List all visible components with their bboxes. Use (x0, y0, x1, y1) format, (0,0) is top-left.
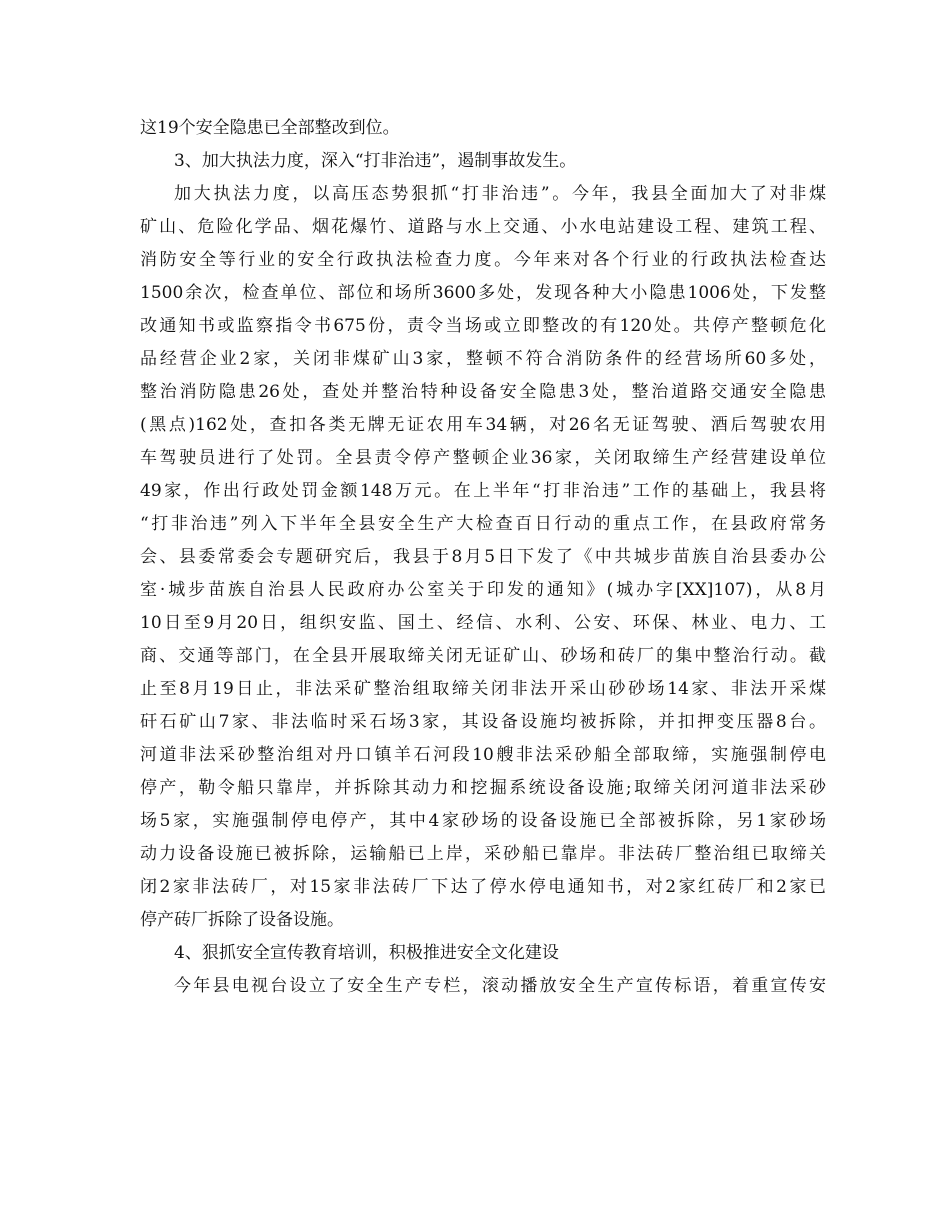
text-line: 车驾驶员进行了处罚。全县责令停产整顿企业36家，关闭取缔生产经营建设单位 (140, 448, 826, 468)
text-line: 停产砖厂拆除了设备设施。 (140, 910, 344, 930)
text-line: 改通知书或监察指令书675份，责令当场或立即整改的有120处。共停产整顿危化 (140, 316, 826, 336)
text-line: 动力设备设施已被拆除，运输船已上岸，采砂船已靠岸。非法砖厂整治组已取缔关 (140, 844, 826, 864)
text-line: 闭2家非法砖厂，对15家非法砖厂下达了停水停电通知书，对2家红砖厂和2家已 (140, 877, 826, 897)
text-line: 3、加大执法力度，深入“打非治违”，遏制事故发生。 (174, 151, 577, 171)
text-line: 商、交通等部门，在全县开展取缔关闭无证矿山、砂场和砖厂的集中整治行动。截 (140, 646, 826, 666)
text-line: 整治消防隐患26处，查处并整治特种设备安全隐患3处，整治道路交通安全隐患 (140, 382, 826, 402)
text-line: 品经营企业2家，关闭非煤矿山3家，整顿不符合消防条件的经营场所60多处， (140, 349, 826, 369)
text-line: 河道非法采砂整治组对丹口镇羊石河段10艘非法采砂船全部取缔，实施强制停电 (140, 745, 826, 765)
text-line: 1500余次，检查单位、部位和场所3600多处，发现各种大小隐患1006处，下发整 (140, 283, 826, 303)
text-line: 加大执法力度，以高压态势狠抓“打非治违”。今年，我县全面加大了对非煤 (174, 184, 826, 204)
text-line: 停产，勒令船只靠岸，并拆除其动力和挖掘系统设备设施;取缔关闭河道非法采砂 (140, 778, 826, 798)
text-line: “打非治违”列入下半年全县安全生产大检查百日行动的重点工作，在县政府常务 (140, 514, 826, 534)
text-line: 室·城步苗族自治县人民政府办公室关于印发的通知》(城办字[XX]107)，从8月 (140, 580, 826, 600)
text-line: 这19个安全隐患已全部整改到位。 (140, 118, 400, 138)
text-line: 矸石矿山7家、非法临时采石场3家，其设备设施均被拆除，并扣押变压器8台。 (140, 712, 826, 732)
text-line: 消防安全等行业的安全行政执法检查力度。今年来对各个行业的行政执法检查达 (140, 250, 826, 270)
text-line: 矿山、危险化学品、烟花爆竹、道路与水上交通、小水电站建设工程、建筑工程、 (140, 217, 826, 237)
text-line: 止至8月19日止，非法采矿整治组取缔关闭非法开采山砂砂场14家、非法开采煤 (140, 679, 826, 699)
text-line: 会、县委常委会专题研究后，我县于8月5日下发了《中共城步苗族自治县委办公 (140, 547, 826, 567)
text-line: (黑点)162处，查扣各类无牌无证农用车34辆，对26名无证驾驶、酒后驾驶农用 (140, 415, 826, 435)
text-line: 4、狠抓安全宣传教育培训，积极推进安全文化建设 (174, 943, 559, 963)
document-body (140, 112, 826, 1003)
text-line: 10日至9月20日，组织安监、国土、经信、水利、公安、环保、林业、电力、工 (140, 613, 826, 633)
text-line: 场5家，实施强制停电停产，其中4家砂场的设备设施已全部被拆除，另1家砂场 (140, 811, 826, 831)
text-line: 49家，作出行政处罚金额148万元。在上半年“打非治违”工作的基础上，我县将 (140, 481, 826, 501)
text-line: 今年县电视台设立了安全生产专栏，滚动播放安全生产宣传标语，着重宣传安 (174, 976, 826, 996)
